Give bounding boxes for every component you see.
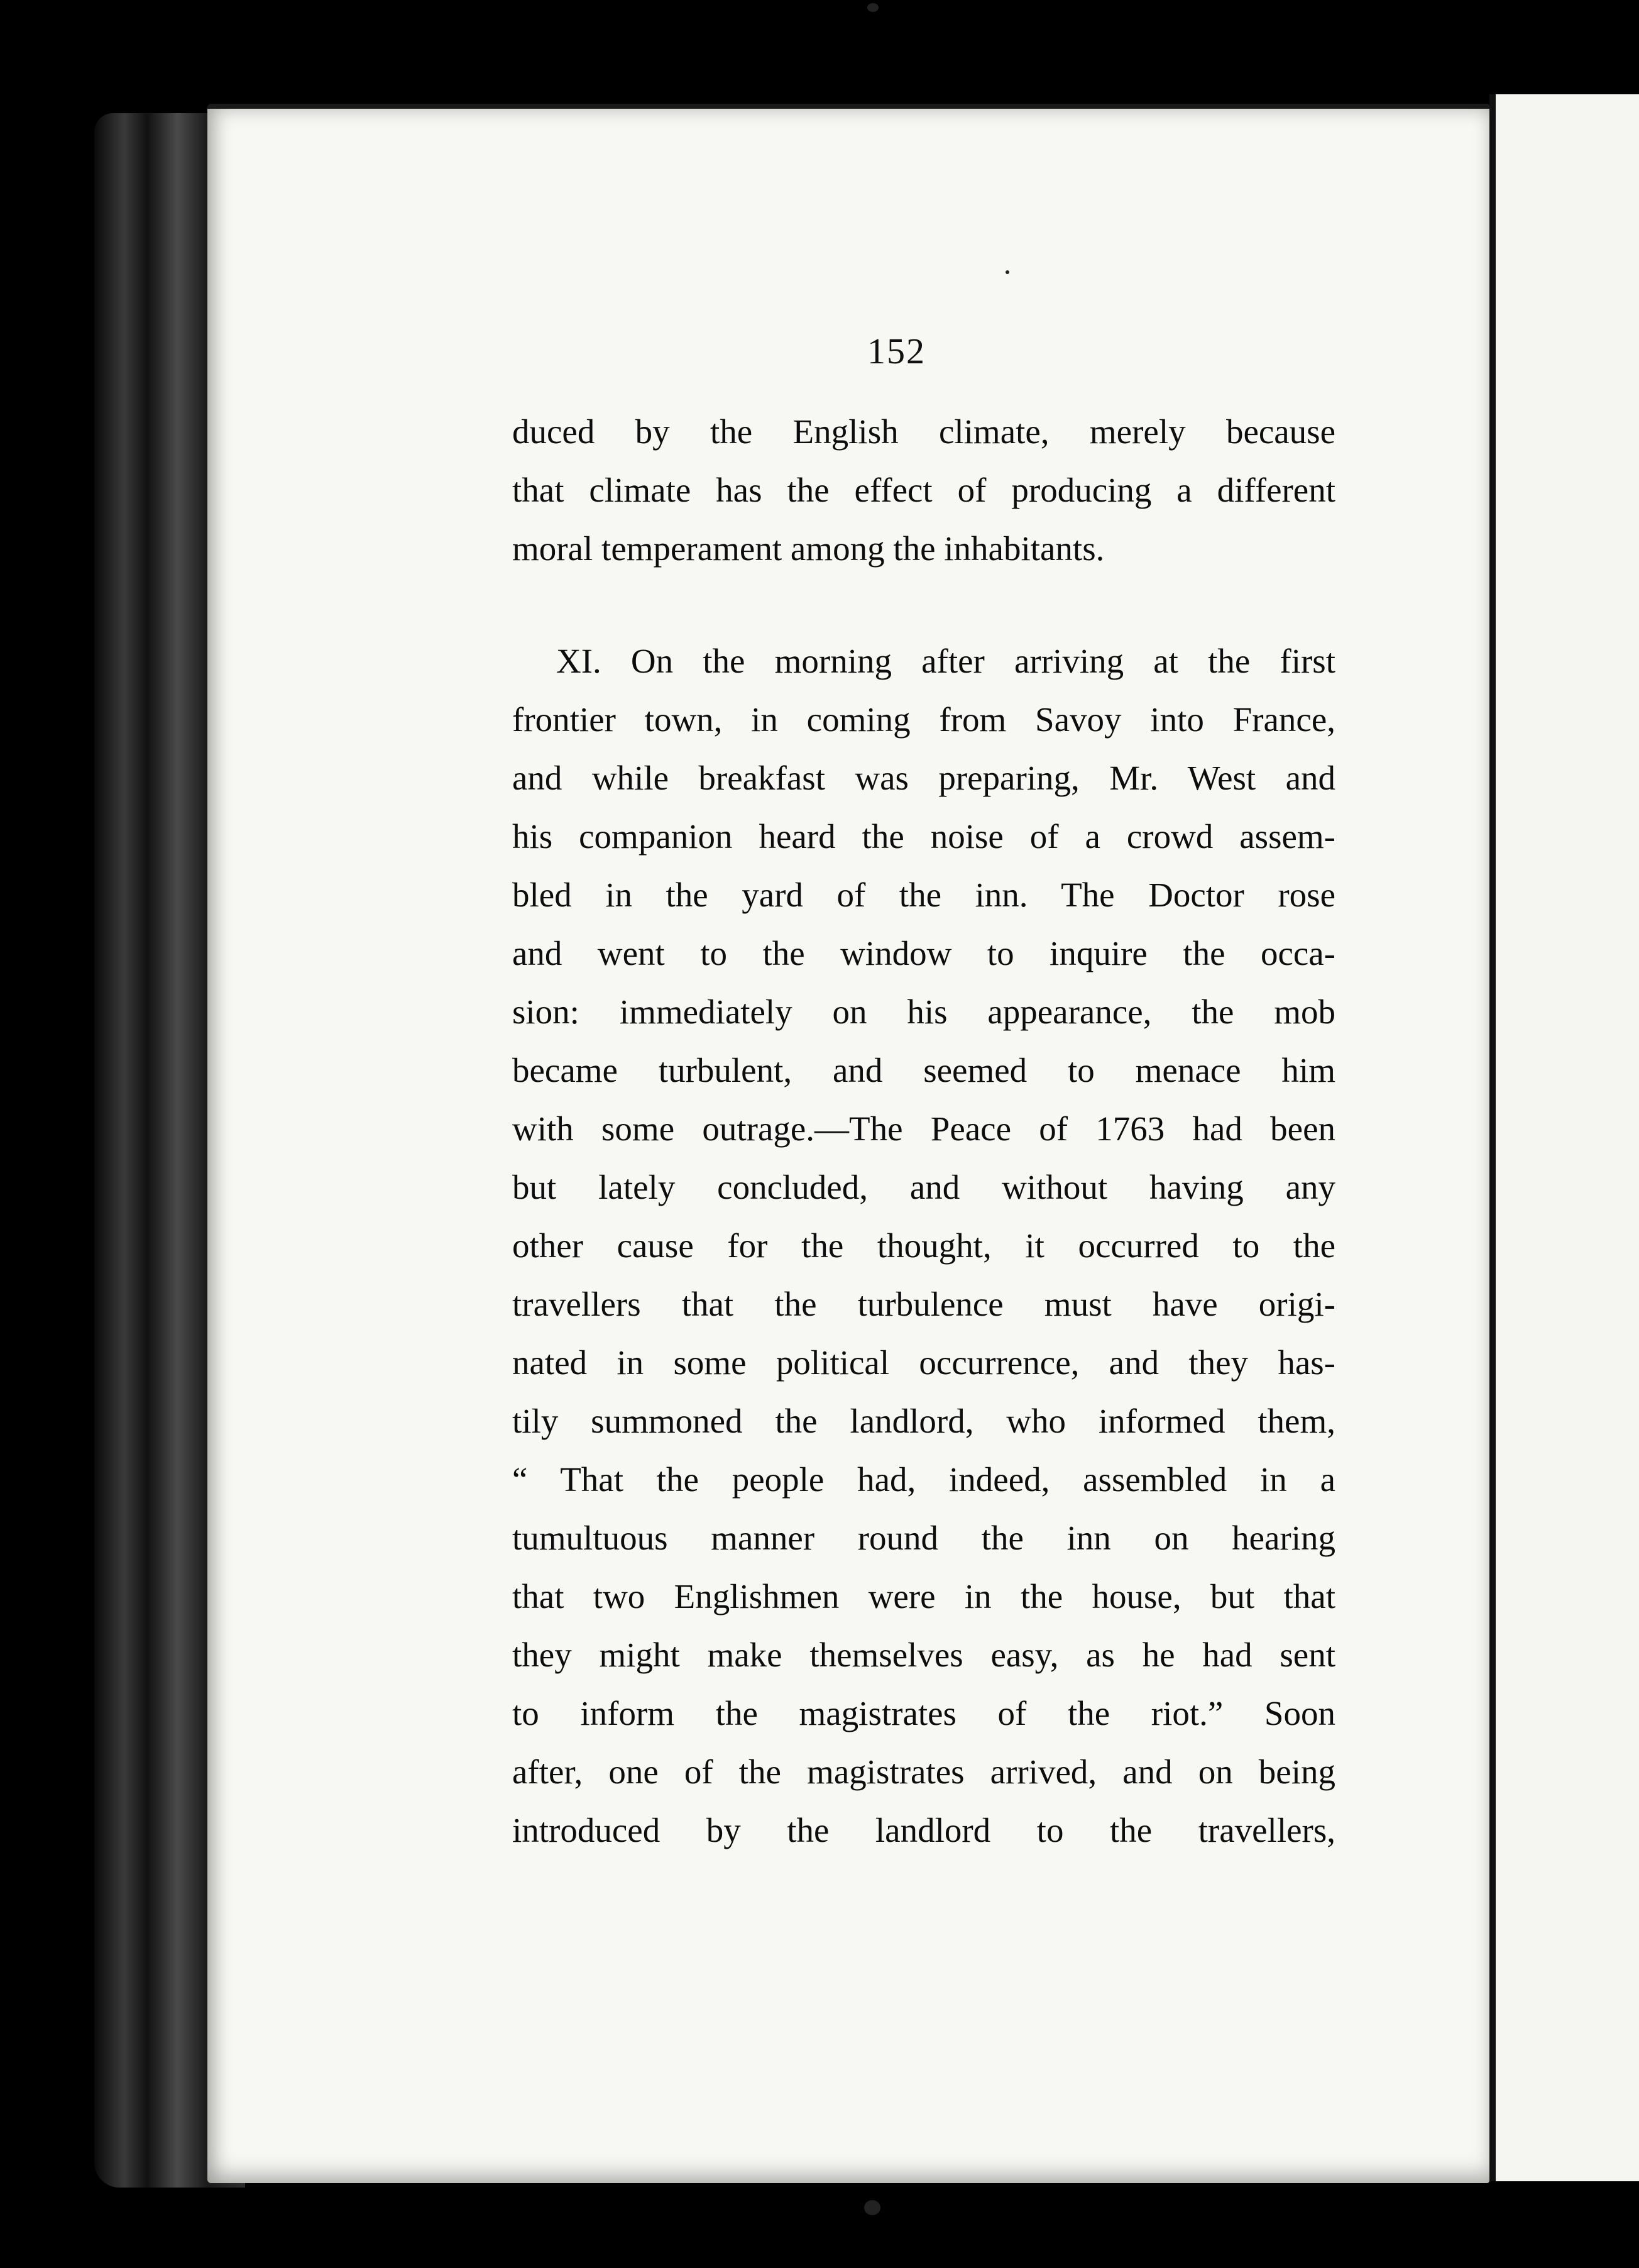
text-line: to inform the magistrates of the riot.” Soon bbox=[512, 1694, 1335, 1732]
paragraph bbox=[512, 632, 1335, 1859]
text-line: nated in some political occurrence, and they has- bbox=[512, 1343, 1335, 1382]
text-line: but lately concluded, and without having any bbox=[512, 1168, 1335, 1206]
dust-speck bbox=[1006, 270, 1009, 274]
text-line: after, one of the magistrates arrived, and on being bbox=[512, 1753, 1335, 1791]
text-line: tumultuous manner round the inn on hearing bbox=[512, 1519, 1335, 1557]
text-line: “ That the people had, indeed, assembled in a bbox=[512, 1460, 1335, 1499]
text-line: and went to the window to inquire the occa- bbox=[512, 934, 1335, 972]
text-line: that two Englishmen were in the house, but that bbox=[512, 1577, 1335, 1616]
text-line: they might make themselves easy, as he had sent bbox=[512, 1636, 1335, 1674]
text-line: moral temperament among the inhabitants. bbox=[512, 529, 1105, 568]
text-line: with some outrage.—The Peace of 1763 had been bbox=[512, 1109, 1335, 1148]
paragraph bbox=[512, 402, 1335, 578]
page-number: 152 bbox=[867, 331, 926, 372]
paragraph-gap bbox=[512, 578, 1335, 632]
dust-speck bbox=[864, 2200, 880, 2215]
text-line: his companion heard the noise of a crowd assem- bbox=[512, 817, 1335, 856]
text-line: other cause for the thought, it occurred to the bbox=[512, 1226, 1335, 1265]
page-body bbox=[512, 402, 1335, 1859]
text-line: tily summoned the landlord, who informed them, bbox=[512, 1402, 1335, 1440]
dust-speck bbox=[867, 3, 879, 12]
text-line: that climate has the effect of producing a different bbox=[512, 471, 1335, 509]
text-line: XI. On the morning after arriving at the first bbox=[556, 642, 1335, 680]
text-line: became turbulent, and seemed to menace him bbox=[512, 1051, 1335, 1089]
text-line: bled in the yard of the inn. The Doctor rose bbox=[512, 876, 1335, 914]
facing-page bbox=[1489, 94, 1639, 2181]
text-line: duced by the English climate, merely because bbox=[512, 412, 1335, 451]
text-line: introduced by the landlord to the travellers, bbox=[512, 1811, 1335, 1849]
text-line: frontier town, in coming from Savoy into France, bbox=[512, 700, 1335, 739]
text-line: sion: immediately on his appearance, the mob bbox=[512, 993, 1335, 1031]
text-line: travellers that the turbulence must have origi- bbox=[512, 1285, 1335, 1323]
text-line: and while breakfast was preparing, Mr. West and bbox=[512, 759, 1335, 797]
